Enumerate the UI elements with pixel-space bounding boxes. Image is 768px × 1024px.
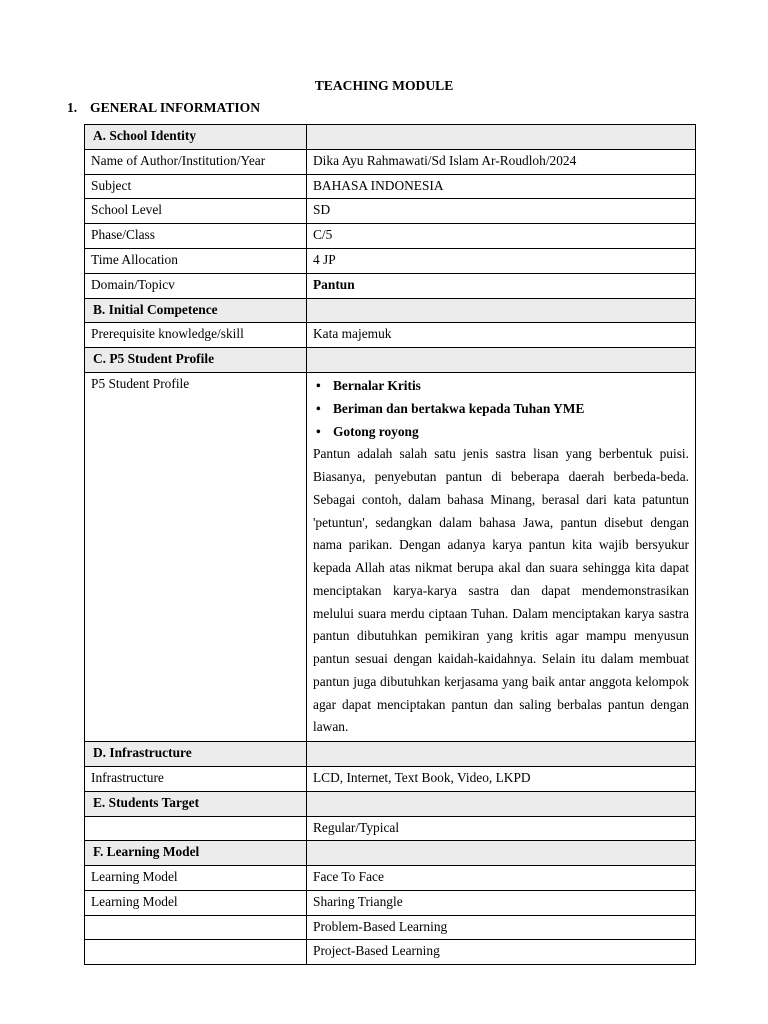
row-value: SD bbox=[307, 199, 696, 224]
table-row bbox=[85, 766, 696, 791]
p5-profile-content bbox=[307, 372, 696, 741]
row-label bbox=[85, 915, 307, 940]
students-target-header-row bbox=[85, 791, 696, 816]
row-value: Regular/Typical bbox=[307, 816, 696, 841]
section-number: 1. bbox=[67, 100, 78, 115]
p5-bullet-list bbox=[313, 375, 689, 443]
row-label bbox=[85, 816, 307, 841]
row-value: C/5 bbox=[307, 224, 696, 249]
row-label: School Level bbox=[85, 199, 307, 224]
row-value: 4 JP bbox=[307, 248, 696, 273]
row-label: Learning Model bbox=[85, 890, 307, 915]
table-row bbox=[85, 372, 696, 741]
school-identity-header-row bbox=[85, 125, 696, 150]
school-identity-header: A. School Identity bbox=[85, 125, 307, 150]
row-value: BAHASA INDONESIA bbox=[307, 174, 696, 199]
row-label: Learning Model bbox=[85, 866, 307, 891]
learning-model-header-row bbox=[85, 841, 696, 866]
table-row bbox=[85, 915, 696, 940]
row-value: Sharing Triangle bbox=[307, 890, 696, 915]
row-value: Problem-Based Learning bbox=[307, 915, 696, 940]
table-row bbox=[85, 323, 696, 348]
row-value: Pantun bbox=[307, 273, 696, 298]
table-row bbox=[85, 890, 696, 915]
p5-profile-header: C. P5 Student Profile bbox=[85, 348, 307, 373]
table-row bbox=[85, 174, 696, 199]
table-row bbox=[85, 866, 696, 891]
students-target-header: E. Students Target bbox=[85, 791, 307, 816]
row-label: Domain/Topicv bbox=[85, 273, 307, 298]
row-value: Project-Based Learning bbox=[307, 940, 696, 965]
table-row bbox=[85, 149, 696, 174]
empty-cell bbox=[307, 298, 696, 323]
initial-competence-header-row bbox=[85, 298, 696, 323]
empty-cell bbox=[307, 348, 696, 373]
infrastructure-header-row bbox=[85, 742, 696, 767]
row-label: Time Allocation bbox=[85, 248, 307, 273]
list-item: • Gotong royong bbox=[313, 421, 689, 444]
row-value: Dika Ayu Rahmawati/Sd Islam Ar-Roudloh/2024 bbox=[307, 149, 696, 174]
table-row bbox=[85, 273, 696, 298]
section-label: GENERAL INFORMATION bbox=[90, 100, 261, 115]
table-row bbox=[85, 224, 696, 249]
general-information-table bbox=[84, 124, 696, 965]
row-label: Phase/Class bbox=[85, 224, 307, 249]
row-value: Face To Face bbox=[307, 866, 696, 891]
table-row bbox=[85, 199, 696, 224]
table-row bbox=[85, 816, 696, 841]
row-label bbox=[85, 940, 307, 965]
empty-cell bbox=[307, 742, 696, 767]
empty-cell bbox=[307, 791, 696, 816]
section-heading bbox=[67, 100, 260, 116]
table-row bbox=[85, 248, 696, 273]
row-value: LCD, Internet, Text Book, Video, LKPD bbox=[307, 766, 696, 791]
empty-cell bbox=[307, 841, 696, 866]
empty-cell bbox=[307, 125, 696, 150]
list-item: • Bernalar Kritis bbox=[313, 375, 689, 398]
list-item: • Beriman dan bertakwa kepada Tuhan YME bbox=[313, 398, 689, 421]
initial-competence-header: B. Initial Competence bbox=[85, 298, 307, 323]
learning-model-header: F. Learning Model bbox=[85, 841, 307, 866]
row-label: Prerequisite knowledge/skill bbox=[85, 323, 307, 348]
document-title: TEACHING MODULE bbox=[314, 78, 454, 93]
row-label: Name of Author/Institution/Year bbox=[85, 149, 307, 174]
table-row bbox=[85, 940, 696, 965]
p5-paragraph: Pantun adalah salah satu jenis sastra lisan yang berbentuk puisi. Biasanya, penyebutan pantun di beberapa daerah berbeda-beda. Sebagai contoh, dalam bahasa Minang, berasal dari kata patuntun 'petuntun', sedangkan dalam bahasa Jawa, pantun disebut dengan nama parikan. Dengan adanya karya pantun kita wajib bersyukur kepada Allah atas nikmat berupa akal dan suara sehingga kita dapat menciptakan karya-karya sastra dan dapat mendemonstrasikan melului suara merdu ciptaan Tuhan. Dalam menciptakan karya sastra pantun dibutuhkan pemikiran yang kritis agar mampu menyusun pantun sesuai dengan kaidah-kaidahnya. Selain itu dalam membuat pantun juga dibutuhkan kerjasama yang baik antar anggota kelompok agar dapat menciptakan pantun dan saling berbalas pantun dengan lawan. bbox=[313, 446, 689, 735]
row-value: Kata majemuk bbox=[307, 323, 696, 348]
row-label: Subject bbox=[85, 174, 307, 199]
row-label: Infrastructure bbox=[85, 766, 307, 791]
row-label: P5 Student Profile bbox=[85, 372, 307, 741]
infrastructure-header: D. Infrastructure bbox=[85, 742, 307, 767]
p5-profile-header-row bbox=[85, 348, 696, 373]
